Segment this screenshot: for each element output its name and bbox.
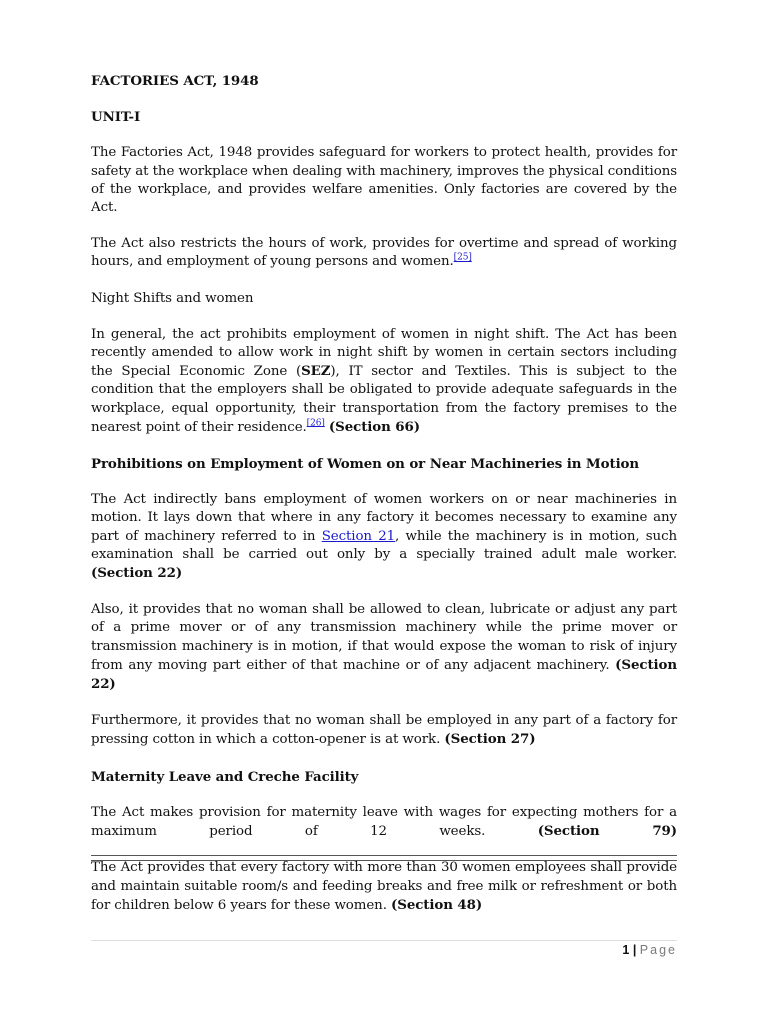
night-shift-heading: Night Shifts and women	[91, 290, 254, 306]
section-66-citation: (Section 66)	[328, 418, 420, 435]
section-27-citation: (Section 27)	[444, 731, 536, 748]
page-label: Page	[639, 943, 677, 957]
maternity-heading: Maternity Leave and Creche Facility	[91, 768, 359, 785]
night-shift-text-1: In general, the act prohibits employment of women in night shift. The Act has been recently amended to allow work in night shift by women in certain sectors including the Special Economic Zone (	[91, 326, 677, 380]
unit-heading: UNIT-I	[91, 109, 141, 126]
machinery-text-1: The Act indirectly bans employment of women workers on or near machineries in motion. It lays down that where in any factory it becomes necessary to examine any part of machinery referred to in	[91, 492, 677, 544]
machinery-text-2: , while the machinery is in motion, such examination shall be carried out only by a specially trained adult male worker.	[91, 528, 677, 562]
section-22-citation: (Section 22)	[91, 565, 183, 582]
intro-paragraph	[91, 144, 677, 217]
intro-text: The Factories Act, 1948 provides safeguard for workers to protect health, provides for safety at the workplace when dealing with machinery, improves the physical conditions of the workplace, and provides welfare amenities. Only factories are covered by the Act.	[91, 145, 677, 216]
section-end-double-rule	[91, 855, 677, 861]
maternity-text: The Act makes provision for maternity leave with wages for expecting mothers for a maximum period of 12 weeks.	[91, 804, 677, 840]
section-48-citation: (Section 48)	[391, 896, 483, 913]
page-number: 1	[622, 943, 630, 957]
machinery-paragraph	[91, 491, 677, 583]
footer-divider	[91, 940, 677, 941]
transmission-text: Also, it provides that no woman shall be allowed to clean, lubricate or adjust any part of a prime mover or of any transmission machinery while the prime mover or transmission machinery is in motion, if that would expose the woman to risk of injury from any moving part either of that machine or of any adjacent machinery.	[91, 602, 677, 673]
creche-text: The Act provides that every factory with more than 30 women employees shall provide and maintain suitable room/s and feeding breaks and free milk or refreshment or both for children below 6 years for these women.	[91, 860, 677, 913]
hours-text: The Act also restricts the hours of work, provides for overtime and spread of working hours, and employment of young persons and women.	[91, 236, 677, 270]
section-21-link[interactable]: Section 21	[321, 528, 396, 544]
night-shift-paragraph	[91, 326, 677, 437]
document-title: FACTORIES ACT, 1948	[91, 73, 259, 89]
footer-separator: |	[632, 943, 637, 957]
creche-paragraph	[91, 859, 677, 915]
footnote-ref-26[interactable]: [26]	[306, 418, 325, 429]
night-shift-text-2: ), IT sector and Textiles. This is subject to the condition that the employers shall be obligated to provide adequate safeguards in the workplace, equal opportunity, their transportation from the factory premises to the nearest point of their residence.	[91, 364, 677, 435]
maternity-paragraph	[91, 804, 677, 841]
cotton-paragraph	[91, 712, 677, 749]
footnote-ref-25[interactable]: [25]	[453, 252, 472, 263]
section-79-citation: (Section 79)	[537, 823, 677, 840]
page-footer	[622, 943, 677, 957]
cotton-text: Furthermore, it provides that no woman shall be employed in any part of a factory for pressing cotton in which a cotton-opener is at work.	[91, 713, 677, 748]
hours-paragraph	[91, 235, 677, 271]
transmission-paragraph	[91, 601, 677, 694]
sez-abbreviation: SEZ	[301, 363, 331, 380]
document-body	[91, 72, 677, 933]
section-22-citation-2: (Section 22)	[91, 656, 677, 693]
prohibitions-heading: Prohibitions on Employment of Women on or Near Machineries in Motion	[91, 456, 640, 473]
